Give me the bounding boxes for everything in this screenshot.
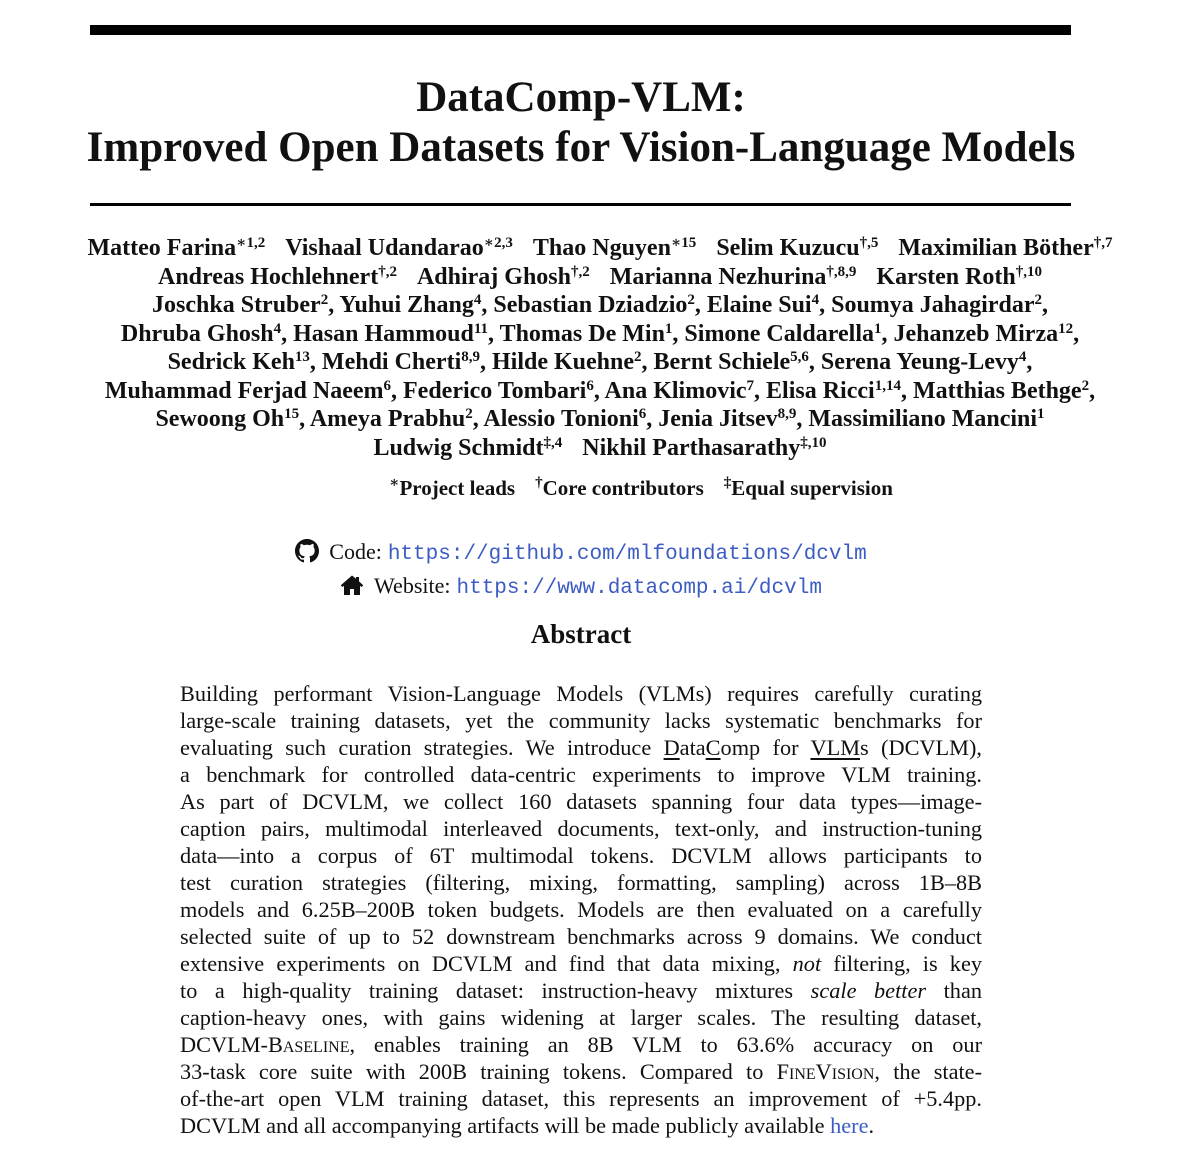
- author-name: [483, 406, 646, 432]
- author-name-text: Mehdi Cherti: [321, 349, 462, 375]
- author-name-text: Hilde Kuehne: [491, 349, 635, 375]
- author-affiliation: 1: [664, 320, 673, 337]
- author-name-text: Ludwig Schmidt: [373, 434, 544, 461]
- author-name-text: Selim Kuzucu: [716, 235, 860, 261]
- abstract-text: filtering, is key: [821, 951, 983, 976]
- author-name: [898, 235, 1112, 261]
- author-name: [121, 321, 281, 347]
- abstract-line: [180, 1031, 982, 1058]
- author-name-text: Matthias Bethge: [912, 377, 1082, 404]
- legend-text: Project leads: [399, 476, 516, 500]
- here-link[interactable]: here: [830, 1113, 869, 1138]
- abstract-line: [180, 1085, 982, 1112]
- abstract-text: test curation strategies (filtering, mixing, formatting, sampling) across 1B–8B: [180, 870, 982, 895]
- author-name-text: Vishaal Udandarao: [285, 235, 484, 261]
- author-affiliation: 2: [634, 348, 642, 365]
- abstract-text: DCVLM and all accompanying artifacts will be made publicly available: [180, 1113, 831, 1138]
- author-name: [654, 349, 809, 375]
- abstract-text: As part of DCVLM, we collect 160 datasets spanning four data types—image-: [180, 789, 982, 814]
- author-affiliation: †,10: [1015, 263, 1042, 280]
- abstract-text: 33-task core suite with 200B training tokens. Compared to: [180, 1059, 777, 1084]
- abstract-text: large-scale training datasets, yet the community lacks systematic benchmarks for: [180, 708, 982, 733]
- author-name-text: Maximilian Böther: [898, 235, 1094, 261]
- title-rule: [90, 203, 1071, 206]
- author-affiliation: 4: [273, 320, 282, 337]
- abstract-text: than: [926, 978, 982, 1003]
- author-affiliation: 2: [320, 291, 329, 308]
- author-affiliation: 2: [1034, 291, 1042, 308]
- abstract-line: [180, 896, 982, 923]
- abstract-heading: Abstract: [530, 619, 632, 649]
- author-affiliation: 8,9: [777, 405, 797, 422]
- author-name: [493, 292, 695, 318]
- author-line: [0, 434, 1200, 463]
- abstract-line: [180, 680, 982, 707]
- top-rule: [90, 25, 1071, 35]
- abstract-line: [180, 788, 982, 815]
- author-affiliation: †,5: [859, 234, 879, 251]
- author-name: [155, 406, 299, 432]
- home-icon: [340, 573, 374, 598]
- abstract-body: [180, 680, 982, 1139]
- author-name-text: Karsten Roth: [876, 263, 1016, 290]
- dataset-name: FineVision: [776, 1059, 875, 1084]
- abstract-emphasis: scale better: [810, 978, 927, 1003]
- author-name: [492, 349, 642, 375]
- abstract-text: models and 6.25B–200B token budgets. Models are then evaluated on a carefully: [180, 897, 982, 922]
- author-name: [605, 378, 755, 404]
- author-line: Sewoong Oh$^{15}$, Ameya Prabhu$^2$, Alessio Tonioni$^6$, Jenia Jitsev$^{8,9}$, Massimiliano Mancini$^1$: [155, 405, 1045, 432]
- code-url-link[interactable]: https://github.com/mlfoundations/dcvlm: [387, 543, 867, 566]
- abstract-line: [180, 761, 982, 788]
- website-url-link[interactable]: https://www.datacomp.ai/dcvlm: [456, 577, 822, 600]
- author-name: [293, 321, 488, 347]
- abstract-text: caption-heavy ones, with gains widening at larger scales. The resulting dataset,: [180, 1005, 982, 1030]
- abstract-line: [180, 1004, 982, 1031]
- author-name-text: Thomas De Min: [499, 320, 665, 347]
- author-affiliation: 2: [1081, 377, 1090, 394]
- abstract-text: data—into a corpus of 6T multimodal tokens. DCVLM allows participants to: [180, 843, 982, 868]
- abstract-line: [180, 869, 982, 896]
- abstract-line: [180, 1058, 982, 1085]
- author-name: [417, 264, 590, 290]
- author-name: [105, 378, 391, 404]
- author-name: [610, 264, 857, 290]
- legend-mark: ‡: [723, 474, 732, 491]
- author-name: [158, 264, 397, 290]
- author-affiliation: †,7: [1093, 234, 1113, 251]
- abstract-underline: VLM: [810, 735, 861, 760]
- author-name-text: Alessio Tonioni: [483, 406, 639, 432]
- author-name-text: Elisa Ricci: [766, 377, 875, 404]
- author-line: [0, 263, 1200, 292]
- author-affiliation: 7: [746, 377, 755, 394]
- author-affiliation: 5,6: [790, 348, 809, 365]
- dataset-name: Baseline: [267, 1032, 350, 1057]
- author-affiliation: ∗2,3: [483, 234, 513, 251]
- author-affiliation: †,2: [378, 263, 397, 280]
- author-name-text: Elaine Sui: [706, 292, 812, 318]
- author-line: Sedrick Keh$^{13}$, Mehdi Cherti$^{8,9}$, Hilde Kuehne$^2$, Bernt Schiele$^{5,6}$, Serena Yeung-Levy$^4$,: [167, 348, 1033, 375]
- author-name-text: Federico Tombari: [403, 377, 587, 404]
- abstract-text: .: [868, 1113, 875, 1138]
- abstract-line: [180, 923, 982, 950]
- abstract-text: Building performant Vision-Language Models (VLMs) requires carefully curating: [180, 681, 982, 706]
- author-name: [339, 292, 481, 318]
- abstract-text: evaluating such curation strategies. We introduce: [180, 735, 664, 760]
- author-affiliation: 1,14: [874, 377, 901, 394]
- author-name: [500, 321, 673, 347]
- author-name-text: Nikhil Parthasarathy: [582, 434, 801, 461]
- author-line: Joschka Struber$^2$, Yuhui Zhang$^4$, Sebastian Dziadzio$^2$, Elaine Sui$^4$, Soumya Jahagirdar$^2$,: [152, 291, 1048, 318]
- abstract-text: selected suite of up to 52 downstream benchmarks across 9 domains. We conduct: [180, 924, 982, 949]
- author-affiliation: 8,9: [461, 348, 480, 365]
- paper-title: [0, 73, 1162, 173]
- code-link-row: [0, 536, 1162, 570]
- legend-mark: †: [535, 474, 543, 491]
- abstract-text: extensive experiments on DCVLM and find that data mixing,: [180, 951, 793, 976]
- legend-item: [724, 476, 893, 500]
- author-name: [766, 378, 901, 404]
- abstract-text: of-the-art open VLM training dataset, this represents an improvement of +5.4pp.: [180, 1086, 982, 1111]
- author-name-text: Muhammad Ferjad Naeem: [104, 377, 384, 404]
- author-affiliation: 6: [638, 405, 647, 422]
- abstract-line: [180, 707, 982, 734]
- abstract-text: omp for: [720, 735, 811, 760]
- abstract-line: [180, 950, 982, 977]
- author-name-text: Andreas Hochlehnert: [157, 263, 379, 290]
- legend-item: [535, 476, 704, 500]
- abstract-underline: D: [663, 735, 680, 760]
- author-affiliation: 6: [383, 377, 392, 394]
- author-name-text: Bernt Schiele: [653, 349, 791, 375]
- author-name-text: Matteo Farina: [87, 235, 237, 261]
- author-name: [88, 235, 266, 261]
- author-name-text: Simone Caldarella: [684, 320, 874, 347]
- author-affiliation: ∗1,2: [236, 234, 266, 251]
- author-name: [658, 406, 796, 432]
- author-affiliation: 1: [1037, 405, 1045, 422]
- author-affiliation: ‡,10: [800, 434, 827, 451]
- author-line: Dhruba Ghosh$^4$, Hasan Hammoud$^{11}$, Thomas De Min$^1$, Simone Caldarella$^1$, Jehanzeb Mirza$^{12}$,: [120, 320, 1080, 347]
- links-block: [0, 536, 1162, 604]
- abstract-underline: C: [705, 735, 721, 760]
- author-name-text: Yuhui Zhang: [339, 292, 474, 318]
- author-name-text: Ameya Prabhu: [309, 406, 466, 432]
- author-name-text: Soumya Jahagirdar: [831, 292, 1035, 318]
- author-name-text: Joschka Struber: [152, 292, 321, 318]
- author-name: [168, 349, 310, 375]
- abstract-text: ata: [679, 735, 706, 760]
- author-name-text: Sedrick Keh: [167, 349, 295, 375]
- abstract-line: [180, 815, 982, 842]
- author-affiliation: 2: [465, 405, 473, 422]
- abstract-line: [180, 734, 982, 761]
- author-name: [913, 378, 1089, 404]
- abstract-text: a benchmark for controlled data-centric experiments to improve VLM training.: [180, 762, 982, 787]
- author-affiliation: †,2: [571, 263, 590, 280]
- author-name-text: Marianna Nezhurina: [609, 263, 827, 290]
- author-legend: [0, 474, 1200, 502]
- abstract-text: to a high-quality training dataset: instruction-heavy mixtures: [180, 978, 811, 1003]
- author-name: [152, 292, 328, 318]
- author-name: [876, 264, 1042, 290]
- author-name-text: Serena Yeung-Levy: [820, 349, 1019, 375]
- author-name-text: Massimiliano Mancini: [808, 406, 1038, 432]
- title-line-2: Improved Open Datasets for Vision-Language Models: [86, 124, 1076, 171]
- author-line: [0, 234, 1200, 263]
- author-name: [310, 406, 473, 432]
- author-affiliation: 4: [1018, 348, 1027, 365]
- author-name-text: Jehanzeb Mirza: [893, 320, 1059, 347]
- author-name: [684, 321, 881, 347]
- website-link-row: [0, 570, 1162, 604]
- author-name: [373, 435, 562, 461]
- abstract-line: [180, 977, 982, 1004]
- author-affiliation: ‡,4: [543, 434, 563, 451]
- author-affiliation: †,8,9: [826, 263, 857, 280]
- author-name: [716, 235, 878, 261]
- author-name: [831, 292, 1042, 318]
- author-affiliation: 15: [284, 405, 300, 422]
- abstract-text: caption pairs, multimodal interleaved documents, text-only, and instruction-tuning: [180, 816, 982, 841]
- code-label: Code:: [329, 539, 382, 564]
- legend-text: Core contributors: [542, 476, 704, 500]
- author-list: [0, 234, 1200, 462]
- author-name: [808, 406, 1044, 432]
- author-name: [582, 435, 826, 461]
- author-name-text: Dhruba Ghosh: [120, 320, 274, 347]
- author-affiliation: 13: [294, 348, 310, 365]
- legend-text: Equal supervision: [731, 476, 893, 500]
- abstract-text: , enables training an 8B VLM to 63.6% accuracy on our: [349, 1032, 982, 1057]
- abstract-emphasis: not: [792, 951, 822, 976]
- author-name-text: Sebastian Dziadzio: [493, 292, 688, 318]
- legend-item: [389, 476, 515, 500]
- website-label: Website:: [374, 573, 451, 598]
- github-icon: [295, 539, 329, 564]
- author-affiliation: 11: [473, 320, 488, 337]
- abstract-text: DCVLM-: [180, 1032, 268, 1057]
- abstract-text: s (DCVLM),: [860, 735, 982, 760]
- author-name: [707, 292, 819, 318]
- author-affiliation: 4: [473, 291, 482, 308]
- abstract-line: [180, 842, 982, 869]
- author-name-text: Ana Klimovic: [604, 377, 747, 404]
- author-name-text: Adhiraj Ghosh: [416, 263, 571, 290]
- author-name: [821, 349, 1027, 375]
- author-affiliation: 4: [811, 291, 820, 308]
- abstract-line: [180, 1112, 982, 1139]
- author-affiliation: 2: [687, 291, 695, 308]
- legend-mark: ∗: [389, 474, 400, 491]
- author-name: [285, 235, 513, 261]
- author-name: [893, 321, 1073, 347]
- author-name-text: Jenia Jitsev: [658, 406, 778, 432]
- title-line-1: DataComp-VLM:: [416, 74, 746, 121]
- author-name: [403, 378, 594, 404]
- author-affiliation: ∗15: [670, 234, 697, 251]
- author-affiliation: 1: [873, 320, 882, 337]
- author-affiliation: 6: [586, 377, 594, 394]
- author-name: [533, 235, 696, 261]
- author-affiliation: 12: [1058, 320, 1074, 337]
- author-name-text: Hasan Hammoud: [293, 320, 474, 347]
- author-name-text: Sewoong Oh: [155, 406, 285, 432]
- abstract-text: , the state-: [874, 1059, 982, 1084]
- author-line: Muhammad Ferjad Naeem$^6$, Federico Tombari$^6$, Ana Klimovic$^7$, Elisa Ricci$^{1,14}$, Matthias Bethge$^2$,: [104, 377, 1096, 404]
- author-name: [322, 349, 480, 375]
- author-name-text: Thao Nguyen: [532, 235, 671, 261]
